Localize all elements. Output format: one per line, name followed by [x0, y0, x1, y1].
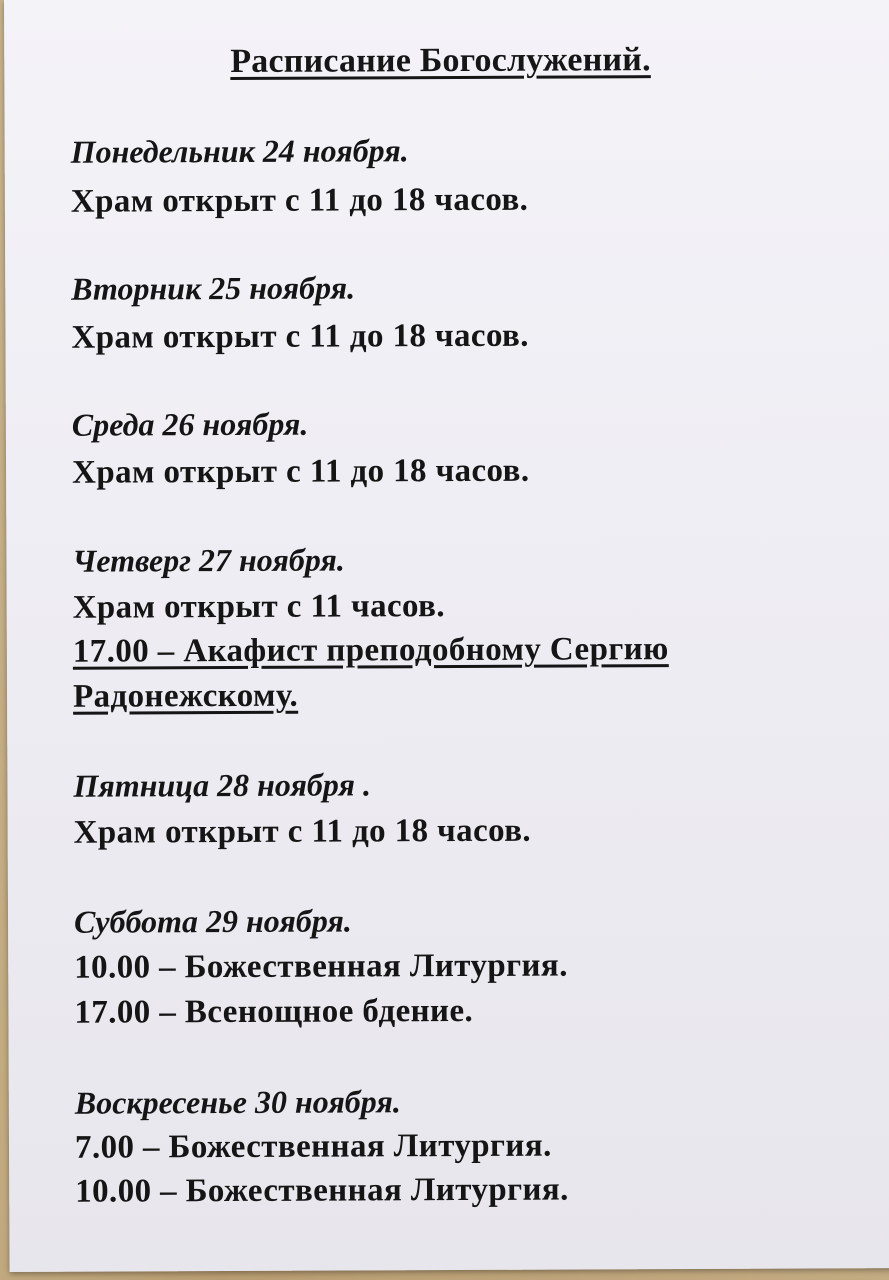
schedule-line: 17.00 – Всенощное бдение. — [74, 992, 474, 1031]
schedule-line: 7.00 – Божественная Литургия. — [74, 1127, 552, 1166]
paper-sheet — [4, 0, 889, 1272]
day-heading-tuesday: Вторник 25 ноября. — [71, 269, 356, 307]
day-heading-sunday: Воскресенье 30 ноября. — [74, 1083, 401, 1121]
day-heading-thursday: Четверг 27 ноября. — [72, 541, 345, 579]
schedule-line: Храм открыт с 11 до 18 часов. — [70, 181, 529, 220]
day-heading-monday: Понедельник 24 ноября. — [70, 132, 409, 170]
day-heading-saturday: Суббота 29 ноября. — [73, 902, 352, 940]
day-heading-wednesday: Среда 26 ноября. — [71, 405, 309, 443]
schedule-line: Храм открыт с 11 до 18 часов. — [71, 452, 530, 491]
schedule-line-highlighted: 17.00 – Акафист преподобному Сергию — [72, 631, 669, 670]
schedule-title: Расписание Богослужений. — [230, 41, 651, 81]
schedule-line-highlighted: Радонежскому. — [72, 677, 299, 715]
day-heading-friday: Пятница 28 ноября . — [73, 766, 371, 804]
schedule-line: 10.00 – Божественная Литургия. — [74, 947, 568, 986]
schedule-line: Храм открыт с 11 до 18 часов. — [73, 812, 532, 851]
schedule-line: 10.00 – Божественная Литургия. — [75, 1171, 569, 1210]
schedule-line: Храм открыт с 11 часов. — [72, 588, 446, 626]
schedule-line: Храм открыт с 11 до 18 часов. — [71, 317, 529, 356]
